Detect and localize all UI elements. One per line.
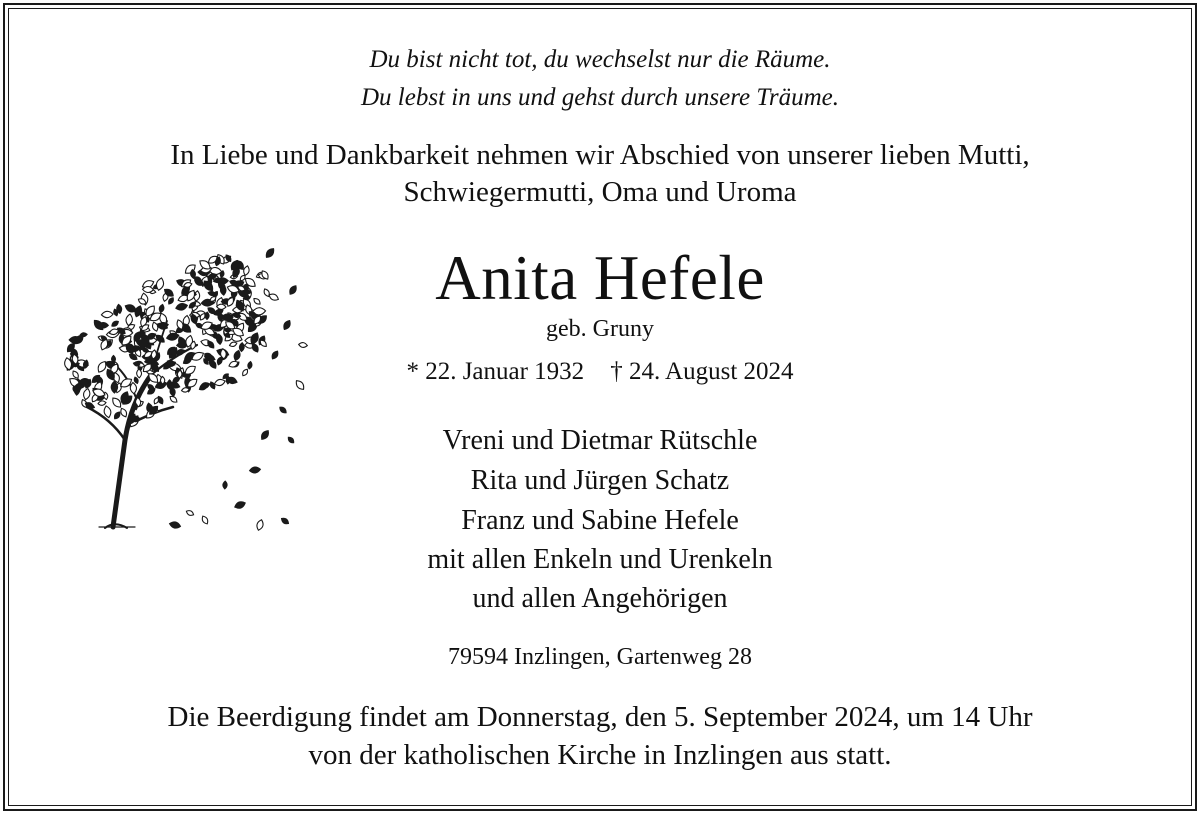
- death-date: † 24. August 2024: [610, 358, 794, 385]
- intro-line-1: In Liebe und Dankbarkeit nehmen wir Abschied von unserer lieben Mutti,: [170, 139, 1030, 171]
- mourner-line-2: Rita und Jürgen Schatz: [470, 465, 730, 496]
- mourner-line-1: Vreni und Dietmar Rütschle: [442, 425, 758, 456]
- address: 79594 Inzlingen, Gartenweg 28: [448, 644, 752, 670]
- funeral-line-1: Die Beerdigung findet am Donnerstag, den 5. September 2024, um 14 Uhr: [167, 701, 1033, 733]
- tree-leaves: [63, 246, 307, 531]
- intro-line-2: Schwiegermutti, Oma und Uroma: [403, 176, 797, 208]
- deceased-name: Anita Hefele: [435, 243, 765, 313]
- wind-blown-tree-icon: [55, 235, 315, 540]
- mourner-line-5: und allen Angehörigen: [472, 583, 728, 614]
- funeral-line-2: von der katholischen Kirche in Inzlingen aus statt.: [308, 739, 892, 771]
- birth-name: geb. Gruny: [546, 316, 654, 342]
- birth-date: * 22. Januar 1932: [406, 358, 585, 385]
- motto-line-1: Du bist nicht tot, du wechselst nur die Räume.: [369, 46, 831, 73]
- motto-line-2: Du lebst in uns und gehst durch unsere Träume.: [361, 84, 839, 111]
- mourner-line-3: Franz und Sabine Hefele: [461, 505, 739, 536]
- mourner-line-4: mit allen Enkeln und Urenkeln: [427, 544, 773, 575]
